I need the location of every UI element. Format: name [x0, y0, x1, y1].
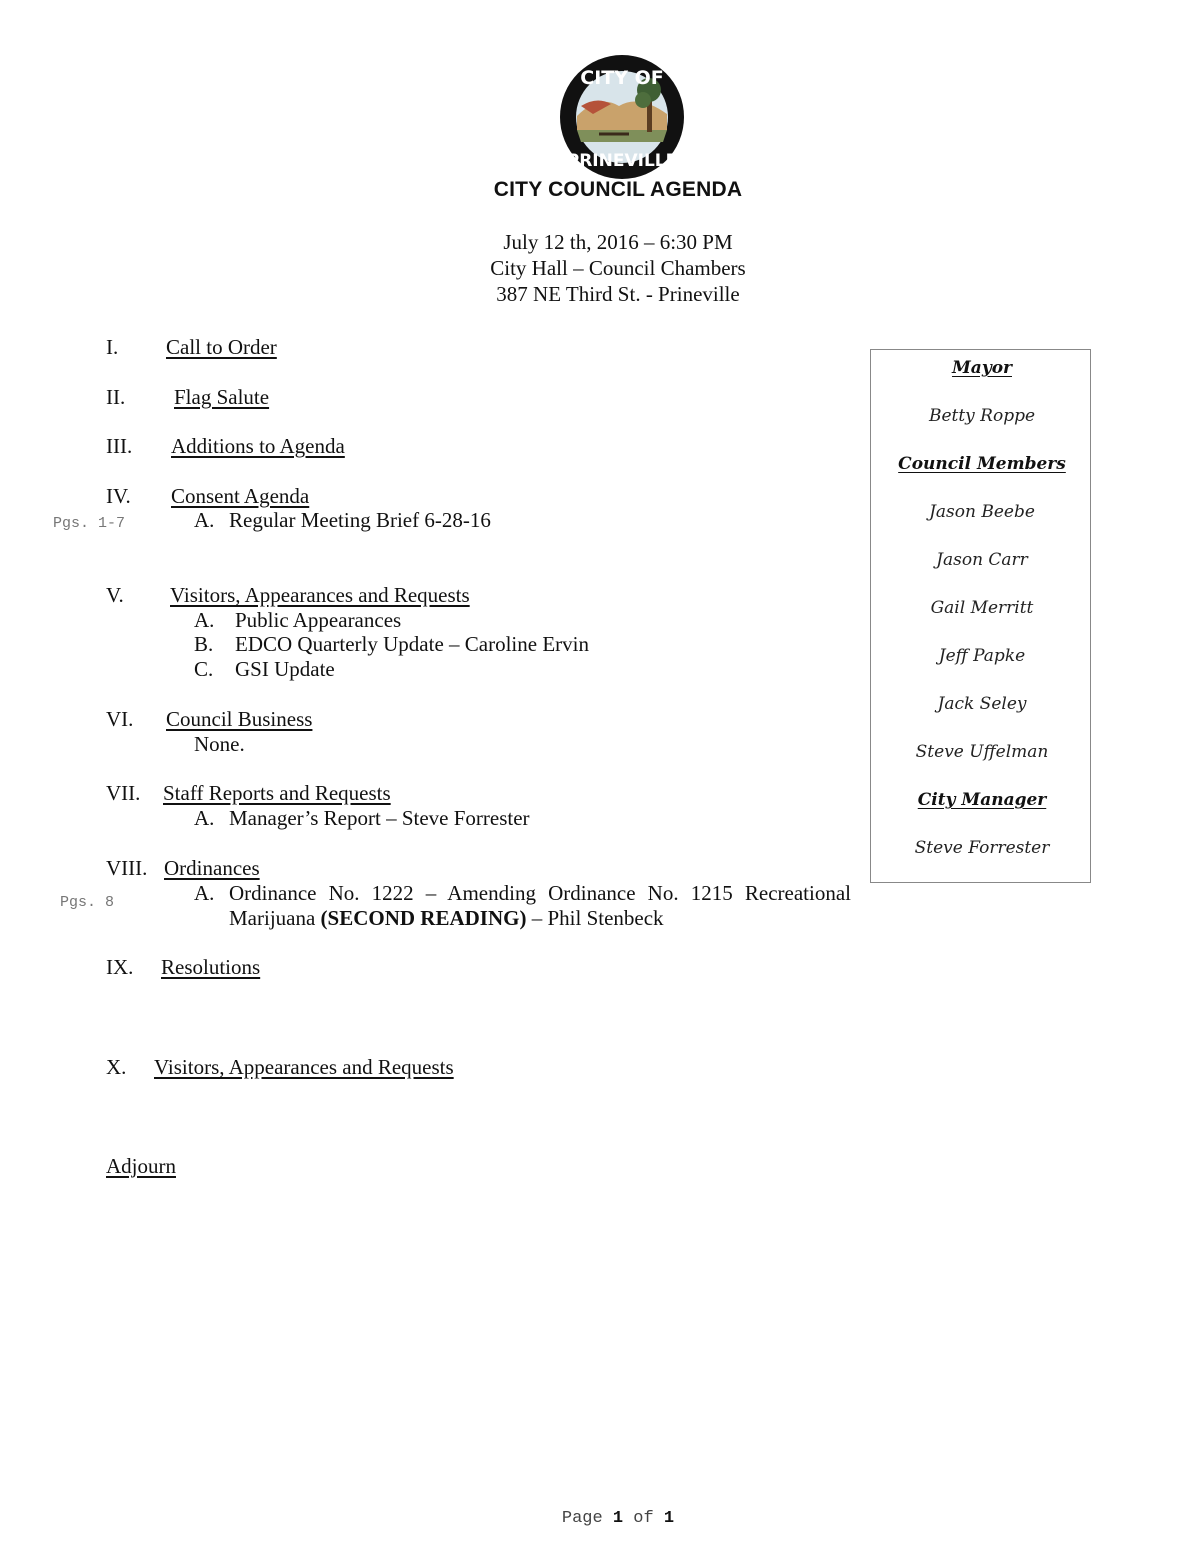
sub-item-letter: A.	[194, 508, 215, 532]
city-seal-graphic	[559, 54, 685, 180]
agenda-item-number: X.	[106, 1055, 127, 1079]
agenda-item-title: Visitors, Appearances and Requests	[170, 583, 470, 607]
agenda-item-title: Staff Reports and Requests	[163, 781, 391, 805]
page-total: 1	[663, 1509, 675, 1528]
page-title: CITY COUNCIL AGENDA	[493, 178, 743, 201]
sub-item-letter: B.	[194, 632, 214, 656]
agenda-item-number: VII.	[106, 781, 141, 805]
council-heading: Council Members	[898, 454, 1066, 474]
agenda-item-title: Flag Salute	[174, 385, 270, 409]
page-number-footer	[0, 1509, 1200, 1528]
agenda-item-title: Visitors, Appearances and Requests	[154, 1055, 454, 1079]
sub-item-letter: C.	[194, 657, 214, 681]
council-member-name: Jason Beebe	[929, 502, 1035, 522]
sub-item-text-part: – Phil Stenbeck	[526, 906, 664, 930]
agenda-item-number: III.	[106, 434, 133, 458]
sub-item-text: Regular Meeting Brief 6-28-16	[229, 508, 491, 532]
sub-item-text: GSI Update	[235, 657, 335, 681]
meeting-date: July 12 th, 2016 – 6:30 PM	[503, 230, 733, 254]
page-current: 1	[612, 1509, 624, 1528]
logo-text-bottom: PRINEVILLE	[566, 151, 678, 171]
agenda-item-number: II.	[106, 385, 126, 409]
meeting-venue: City Hall – Council Chambers	[490, 256, 746, 280]
manager-heading: City Manager	[917, 790, 1047, 810]
of-label: of	[633, 1509, 654, 1528]
agenda-item-title: Additions to Agenda	[171, 434, 345, 458]
city-logo	[559, 54, 685, 180]
sub-item-text: EDCO Quarterly Update – Caroline Ervin	[235, 632, 589, 656]
council-member-name: Jason Carr	[936, 550, 1028, 570]
agenda-item-title: Resolutions	[161, 955, 261, 979]
council-member-name: Gail Merritt	[930, 598, 1034, 618]
manager-name: Steve Forrester	[914, 838, 1050, 858]
sub-item-text: Ordinance No. 1222 – Amending Ordinance No. 1215 Recreational	[229, 881, 851, 905]
agenda-item-title: Council Business	[166, 707, 313, 731]
agenda-item-title: Consent Agenda	[171, 484, 310, 508]
agenda-item-title: Call to Order	[166, 335, 277, 359]
agenda-item-number: IX.	[106, 955, 134, 979]
agenda-item-number: I.	[106, 335, 119, 359]
adjourn-label: Adjourn	[106, 1154, 176, 1178]
agenda-item-number: IV.	[106, 484, 131, 508]
page-reference: Pgs. 8	[60, 894, 115, 911]
sub-item-text-continued	[229, 906, 664, 931]
council-member-name: Jeff Papke	[938, 646, 1026, 666]
agenda-item-title: Ordinances	[164, 856, 260, 880]
sub-item-letter: A.	[194, 806, 215, 830]
sub-item-letter: A.	[194, 608, 215, 632]
agenda-item-number: V.	[106, 583, 124, 607]
agenda-item-note: None.	[194, 732, 245, 756]
agenda-item-number: VIII.	[106, 856, 148, 880]
reading-label: (SECOND READING)	[320, 906, 527, 930]
logo-text-top: CITY OF	[580, 67, 664, 89]
sub-item-text-part: Marijuana	[229, 906, 321, 930]
page-reference: Pgs. 1-7	[53, 515, 126, 532]
agenda-item-number: VI.	[106, 707, 134, 731]
mayor-heading: Mayor	[951, 358, 1012, 378]
page-label: Page	[561, 1509, 603, 1528]
sub-item-text: Public Appearances	[235, 608, 402, 632]
sub-item-letter: A.	[194, 881, 215, 905]
council-member-name: Steve Uffelman	[915, 742, 1049, 762]
council-member-name: Jack Seley	[937, 694, 1027, 714]
meeting-address: 387 NE Third St. - Prineville	[496, 282, 740, 306]
mayor-name: Betty Roppe	[928, 406, 1036, 426]
sub-item-text: Manager’s Report – Steve Forrester	[229, 806, 530, 830]
